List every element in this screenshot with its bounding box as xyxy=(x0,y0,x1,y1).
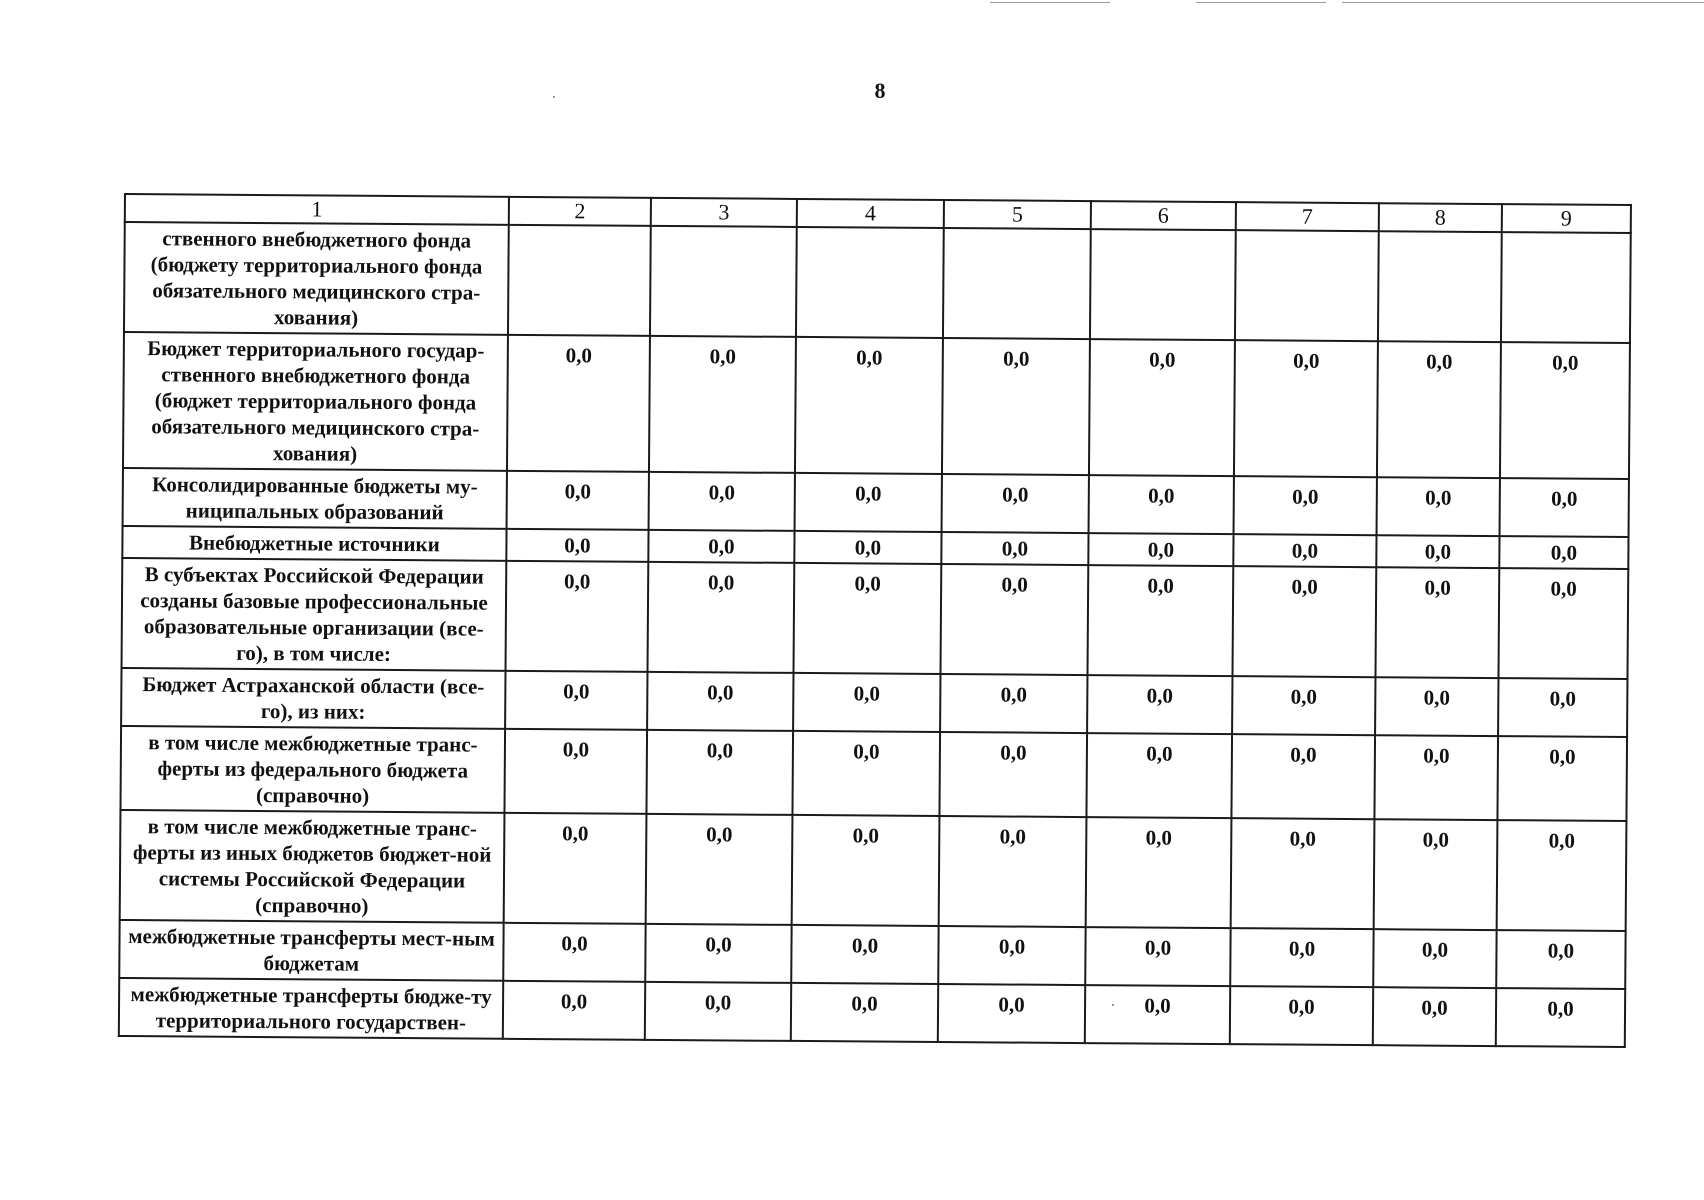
table-cell: 0,0 xyxy=(1232,566,1376,677)
table-cell: 0,0 xyxy=(939,816,1087,927)
table-cell: 0,0 xyxy=(1230,928,1373,987)
table-cell: 0,0 xyxy=(1499,536,1628,569)
table-cell: 0,0 xyxy=(649,336,796,473)
table-cell: 0,0 xyxy=(507,471,649,530)
table-row xyxy=(120,810,1627,931)
table-cell: 0,0 xyxy=(1498,678,1627,737)
table-cell xyxy=(1501,232,1631,343)
column-header: 1 xyxy=(125,194,509,225)
table-cell: 0,0 xyxy=(794,563,942,674)
table-cell: 0,0 xyxy=(1233,534,1376,567)
table-cell: 0,0 xyxy=(1497,820,1627,931)
table-cell: 0,0 xyxy=(1497,736,1627,821)
table-row xyxy=(124,222,1631,343)
table-cell: 0,0 xyxy=(1234,340,1378,477)
row-label: в том числе межбюджетные транс-ферты из иных бюджетов бюджет-ной системы Российской Федерации (справочно) xyxy=(120,810,505,923)
table-cell: 0,0 xyxy=(941,532,1088,565)
table-cell: 0,0 xyxy=(647,672,793,731)
table-cell: 0,0 xyxy=(1085,985,1230,1044)
scan-edge-line xyxy=(1196,2,1326,3)
table-row xyxy=(122,558,1629,679)
budget-table xyxy=(118,193,1632,1048)
table-cell: 0,0 xyxy=(1377,477,1500,536)
column-header: 5 xyxy=(944,200,1091,229)
table-row xyxy=(120,726,1627,821)
table-cell: 0,0 xyxy=(646,730,793,815)
table-cell: 0,0 xyxy=(1373,987,1496,1046)
column-header: 7 xyxy=(1236,202,1379,231)
table-row xyxy=(119,978,1625,1047)
table-cell: 0,0 xyxy=(794,531,941,564)
table-row xyxy=(123,332,1630,479)
table-cell xyxy=(508,225,651,336)
table-cell: 0,0 xyxy=(940,674,1087,733)
row-label: ственного внебюджетного фонда (бюджету территориального фонда обязательного медицинского стра-хования) xyxy=(124,222,509,335)
table-cell: 0,0 xyxy=(1500,478,1629,537)
row-label: Бюджет территориального государ-ственного внебюджетного фонда (бюджет территориального фонда обязательного медицинского стра-хования) xyxy=(123,332,508,471)
table-cell: 0,0 xyxy=(1232,676,1375,735)
table-cell: 0,0 xyxy=(795,473,942,532)
table-cell: 0,0 xyxy=(648,530,794,563)
table-cell: 0,0 xyxy=(1231,818,1375,929)
table-cell xyxy=(1090,229,1236,340)
page-number: 8 xyxy=(874,78,886,103)
table-cell: 0,0 xyxy=(1086,733,1232,818)
table-cell: 0,0 xyxy=(506,529,648,562)
table-cell: 0,0 xyxy=(646,814,793,925)
table-cell: 0,0 xyxy=(1374,819,1498,930)
table-cell: 0,0 xyxy=(1086,817,1232,928)
table-cell: 0,0 xyxy=(1231,734,1375,819)
table-cell: 0,0 xyxy=(791,983,938,1042)
column-header: 6 xyxy=(1091,201,1236,230)
table-cell: 0,0 xyxy=(793,673,940,732)
table-cell: 0,0 xyxy=(649,472,795,531)
table-cell: 0,0 xyxy=(1087,565,1233,676)
table-cell: 0,0 xyxy=(504,729,647,814)
column-header: 2 xyxy=(509,197,651,226)
table-cell: 0,0 xyxy=(1496,988,1625,1047)
row-label: межбюджетные трансферты бюдже-ту территориального государствен- xyxy=(119,978,503,1039)
table-cell: 0,0 xyxy=(939,732,1087,817)
table-cell: 0,0 xyxy=(1089,475,1234,534)
table-cell: 0,0 xyxy=(1375,677,1498,736)
table-cell: 0,0 xyxy=(1085,927,1230,986)
column-header: 8 xyxy=(1379,203,1502,232)
column-header: 4 xyxy=(797,199,944,228)
table-cell: 0,0 xyxy=(791,925,938,984)
row-label: В субъектах Российской Федерации созданы базовые профессиональные образовательные организации (все-го), в том числе: xyxy=(122,558,507,671)
scan-edge-line xyxy=(990,2,1110,3)
column-header: 9 xyxy=(1502,204,1631,233)
column-header: 3 xyxy=(651,198,797,227)
table-cell: 0,0 xyxy=(645,982,791,1041)
table-cell: 0,0 xyxy=(1088,533,1233,566)
table-cell: 0,0 xyxy=(1498,568,1628,679)
table-cell xyxy=(943,228,1091,339)
table-cell xyxy=(650,226,797,337)
table-cell: 0,0 xyxy=(938,984,1085,1043)
table-cell: 0,0 xyxy=(1500,342,1630,479)
table-cell: 0,0 xyxy=(504,813,647,924)
table-cell: 0,0 xyxy=(1376,535,1499,568)
table-cell: 0,0 xyxy=(938,926,1085,985)
table-cell: 0,0 xyxy=(1496,930,1625,989)
table-cell xyxy=(1235,230,1379,341)
table-cell: 0,0 xyxy=(1375,567,1499,678)
table-cell: 0,0 xyxy=(792,731,940,816)
table-cell: 0,0 xyxy=(645,924,791,983)
table-cell xyxy=(796,227,944,338)
table-cell: 0,0 xyxy=(503,981,645,1040)
table-cell: 0,0 xyxy=(1374,735,1498,820)
table-cell: 0,0 xyxy=(648,562,795,673)
table-cell: 0,0 xyxy=(1377,341,1501,478)
row-label: Внебюджетные источники xyxy=(122,526,506,561)
table-cell: 0,0 xyxy=(942,338,1090,475)
table-cell: 0,0 xyxy=(795,337,943,474)
table-cell: 0,0 xyxy=(505,671,647,730)
table-cell: 0,0 xyxy=(1373,929,1496,988)
row-label: Консолидированные бюджеты му-ниципальных образований xyxy=(123,468,507,529)
scan-edge-line xyxy=(1342,2,1704,3)
table-cell: 0,0 xyxy=(1234,476,1377,535)
table-cell: 0,0 xyxy=(507,335,650,472)
table-cell xyxy=(1378,231,1502,342)
table-cell: 0,0 xyxy=(942,474,1089,533)
table-cell: 0,0 xyxy=(1230,986,1373,1045)
row-label: межбюджетные трансферты мест-ным бюджетам xyxy=(119,920,503,981)
table-cell: 0,0 xyxy=(1087,675,1232,734)
table-cell: 0,0 xyxy=(1089,339,1235,476)
table-cell: 0,0 xyxy=(503,923,645,982)
row-label: в том числе межбюджетные транс-ферты из федерального бюджета (справочно) xyxy=(120,726,505,813)
table-cell: 0,0 xyxy=(506,561,649,672)
table-cell: 0,0 xyxy=(792,815,940,926)
row-label: Бюджет Астраханской области (все-го), из них: xyxy=(121,668,505,729)
table-cell: 0,0 xyxy=(940,564,1088,675)
